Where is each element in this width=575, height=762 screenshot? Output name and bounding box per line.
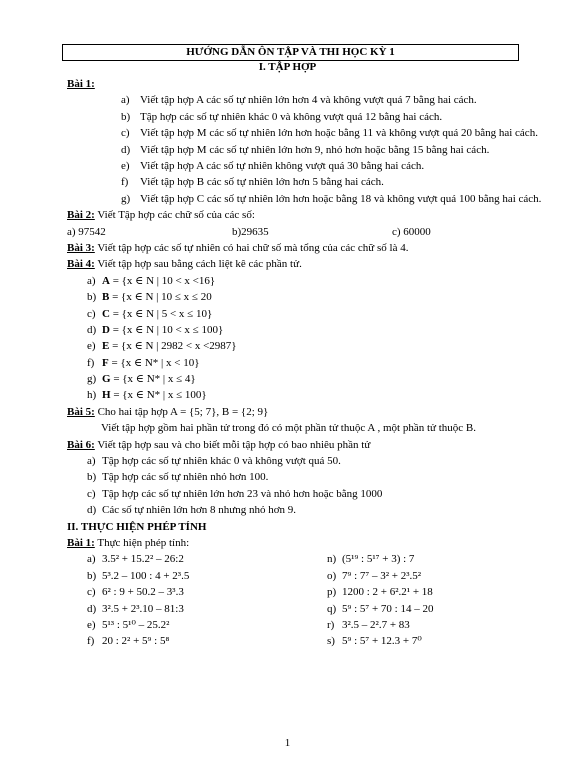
item-marker: a) <box>121 94 130 107</box>
exercise-label: Bài 6: <box>67 438 95 451</box>
list-item <box>67 453 547 469</box>
calc-row <box>67 568 547 584</box>
calc-row <box>67 551 547 567</box>
item-marker: b) <box>87 291 97 304</box>
item-marker: f) <box>87 356 95 369</box>
exercise-6-heading <box>67 437 547 453</box>
item-text: Viết tập hợp M các số tự nhiên lớn hơn hoặc bằng 11 và không vượt quá 20 bằng hai cách. <box>140 127 538 140</box>
set-name: A <box>102 274 110 287</box>
item-marker: d) <box>121 143 131 156</box>
list-item <box>67 486 547 502</box>
item-marker: a) <box>87 553 96 566</box>
item-marker: e) <box>87 618 96 631</box>
set-name: G <box>102 373 111 386</box>
item-text: Tập hợp các số tự nhiên lớn hơn 23 và nhỏ hơn hoặc bằng 1000 <box>102 487 383 500</box>
list-item <box>67 273 547 289</box>
list-item <box>67 322 547 338</box>
item-marker: c) <box>87 307 96 320</box>
exercise-5-heading <box>67 404 547 420</box>
item-marker: d) <box>87 504 97 517</box>
calc-expression: (5¹⁹ : 5¹⁷ + 3) : 7 <box>342 553 415 566</box>
exercise-text: Viết tập hợp sau bằng cách liệt kê các phần tử. <box>94 258 302 271</box>
calc-expression: 5⁹ : 5⁷ + 12.3 + 7⁰ <box>342 635 422 648</box>
list-item <box>67 191 550 207</box>
item-marker: g) <box>87 373 97 386</box>
exercise-label: Bài 1: <box>67 536 95 549</box>
set-name: H <box>102 389 111 402</box>
set-name: D <box>102 323 110 336</box>
number-a: a) 97542 <box>67 225 106 238</box>
list-item <box>67 125 545 141</box>
list-item <box>67 469 547 485</box>
item-marker: f) <box>87 635 95 648</box>
exercise-text: Viết tập hợp sau và cho biết mỗi tập hợp có bao nhiêu phần tử <box>94 438 371 451</box>
item-marker: a) <box>87 455 96 468</box>
list-item <box>67 502 547 518</box>
list-item <box>67 158 547 174</box>
item-text: Viết tập hợp B các số tự nhiên lớn hơn 5 bằng hai cách. <box>140 176 384 189</box>
exercise-label: Bài 3: <box>67 241 95 254</box>
set-expression: = {x ∈ N | 10 ≤ x ≤ 20 <box>109 291 212 304</box>
calc-expression: 5³.2 – 100 : 4 + 2³.5 <box>102 569 190 582</box>
calc-expression: 5⁹ : 5⁷ + 70 : 14 – 20 <box>342 602 434 615</box>
exercise-label: Bài 4: <box>67 258 95 271</box>
exercise-2-heading <box>67 207 547 223</box>
item-marker: e) <box>87 340 96 353</box>
number-b: b)29635 <box>232 225 269 238</box>
list-item <box>67 371 547 387</box>
list-item <box>67 355 547 371</box>
item-marker: d) <box>87 323 97 336</box>
item-marker: g) <box>121 192 131 205</box>
exercise-3-heading <box>67 240 547 256</box>
item-marker: c) <box>87 586 96 599</box>
item-text: Viết tập hợp C các số tự nhiên lớn hơn hoặc bằng 18 và không vượt quá 100 bằng hai cách. <box>140 192 542 205</box>
item-marker: h) <box>87 389 97 402</box>
set-expression: = {x ∈ N | 2982 < x <2987} <box>109 340 237 353</box>
item-marker: f) <box>121 176 129 189</box>
calc-row <box>67 617 547 633</box>
item-marker: d) <box>87 602 97 615</box>
item-text: Viết tập hợp A các số tự nhiên lớn hơn 4 và không vượt quá 7 bằng hai cách. <box>140 94 477 107</box>
set-name: F <box>102 356 109 369</box>
exercise-4-heading <box>67 256 547 272</box>
set-expression: = {x ∈ N* | x ≤ 100} <box>110 389 207 402</box>
list-item <box>67 289 547 305</box>
list-item <box>67 306 547 322</box>
calc-expression: 3².5 – 2².7 + 83 <box>342 618 410 631</box>
calc-expression: 6² : 9 + 50.2 – 3³.3 <box>102 586 184 599</box>
calc-expression: 3.5² + 15.2² – 26:2 <box>102 553 184 566</box>
set-expression: = {x ∈ N | 10 < x ≤ 100} <box>109 323 224 336</box>
exercise-label: Bài 2: <box>67 209 95 222</box>
item-text: Tập hợp các số tự nhiên khác 0 và không vượt quá 50. <box>102 455 341 468</box>
item-marker: r) <box>327 618 335 631</box>
calc-expression: 3².5 + 2³.10 – 81:3 <box>102 602 184 615</box>
exercise-label: Bài 1: <box>67 78 95 90</box>
list-item <box>67 92 547 108</box>
set-name: B <box>102 291 110 304</box>
item-marker: c) <box>87 487 96 500</box>
list-item <box>67 109 547 125</box>
item-text: Viết tập hợp M các số tự nhiên lớn hơn 9, nhỏ hơn hoặc bằng 15 bằng hai cách. <box>140 143 490 156</box>
calc-exercise-1-heading <box>67 535 547 551</box>
calc-row <box>67 633 547 649</box>
calc-expression: 1200 : 2 + 6².2¹ + 18 <box>342 586 433 599</box>
set-name: C <box>102 307 110 320</box>
item-marker: b) <box>121 110 131 123</box>
item-marker: b) <box>87 569 97 582</box>
set-expression: = {x ∈ N* | x ≤ 4} <box>110 373 196 386</box>
document-content <box>67 76 547 650</box>
set-name: E <box>102 340 110 353</box>
item-text: Tập hợp các số tự nhiên nhỏ hơn 100. <box>102 471 269 484</box>
number-c: c) 60000 <box>392 225 431 238</box>
item-marker: o) <box>327 569 337 582</box>
item-marker: s) <box>327 635 335 648</box>
item-marker: n) <box>327 553 337 566</box>
item-marker: e) <box>121 159 130 172</box>
page-number: 1 <box>284 737 291 749</box>
item-marker: a) <box>87 274 96 287</box>
list-item <box>67 387 547 403</box>
exercise-text: Viết Tập hợp các chữ số của các số: <box>94 209 255 222</box>
section-1-heading: I. TẬP HỢP <box>258 61 317 73</box>
exercise-1-heading <box>67 76 547 92</box>
exercise-2-numbers <box>67 224 547 240</box>
exercise-text: Cho hai tập hợp A = {5; 7}, B = {2; 9} <box>94 405 269 418</box>
section-2-heading: II. THỰC HIỆN PHÉP TÍNH <box>67 520 207 533</box>
calc-row <box>67 584 547 600</box>
calc-expression: 7⁹ : 7⁷ – 3² + 2³.5² <box>342 569 422 582</box>
list-item <box>67 174 547 190</box>
item-marker: p) <box>327 586 337 599</box>
set-expression: = {x ∈ N | 5 < x ≤ 10} <box>109 307 213 320</box>
list-item <box>67 142 547 158</box>
item-text: Tập hợp các số tự nhiên khác 0 và không vượt quá 12 bằng hai cách. <box>140 110 443 123</box>
calc-expression: 20 : 2² + 5⁹ : 5⁸ <box>102 635 170 648</box>
item-text: Viết tập hợp A các số tự nhiên không vượt quá 30 bằng hai cách. <box>140 159 425 172</box>
list-item <box>67 338 547 354</box>
item-marker: q) <box>327 602 337 615</box>
calc-row <box>67 601 547 617</box>
exercise-text: Thực hiện phép tính: <box>94 536 190 549</box>
calc-expression: 5¹³ : 5¹⁰ – 25.2² <box>102 618 170 631</box>
exercise-label: Bài 5: <box>67 405 95 418</box>
page-title: HƯỚNG DẪN ÔN TẬP VÀ THI HỌC KỲ 1 <box>62 44 519 61</box>
set-expression: = {x ∈ N | 10 < x <16} <box>109 274 216 287</box>
item-marker: c) <box>121 127 130 140</box>
exercise-text: Viết tập hợp các số tự nhiên có hai chữ số mà tổng của các chữ số là 4. <box>94 241 409 254</box>
item-text: Các số tự nhiên lớn hơn 8 nhưng nhỏ hơn 9. <box>102 504 297 517</box>
exercise-5-instruction: Viết tập hợp gồm hai phần tử trong đó có một phần tử thuộc A , một phần tử thuộc B. <box>101 422 476 435</box>
set-expression: = {x ∈ N* | x < 10} <box>108 356 200 369</box>
item-marker: b) <box>87 471 97 484</box>
